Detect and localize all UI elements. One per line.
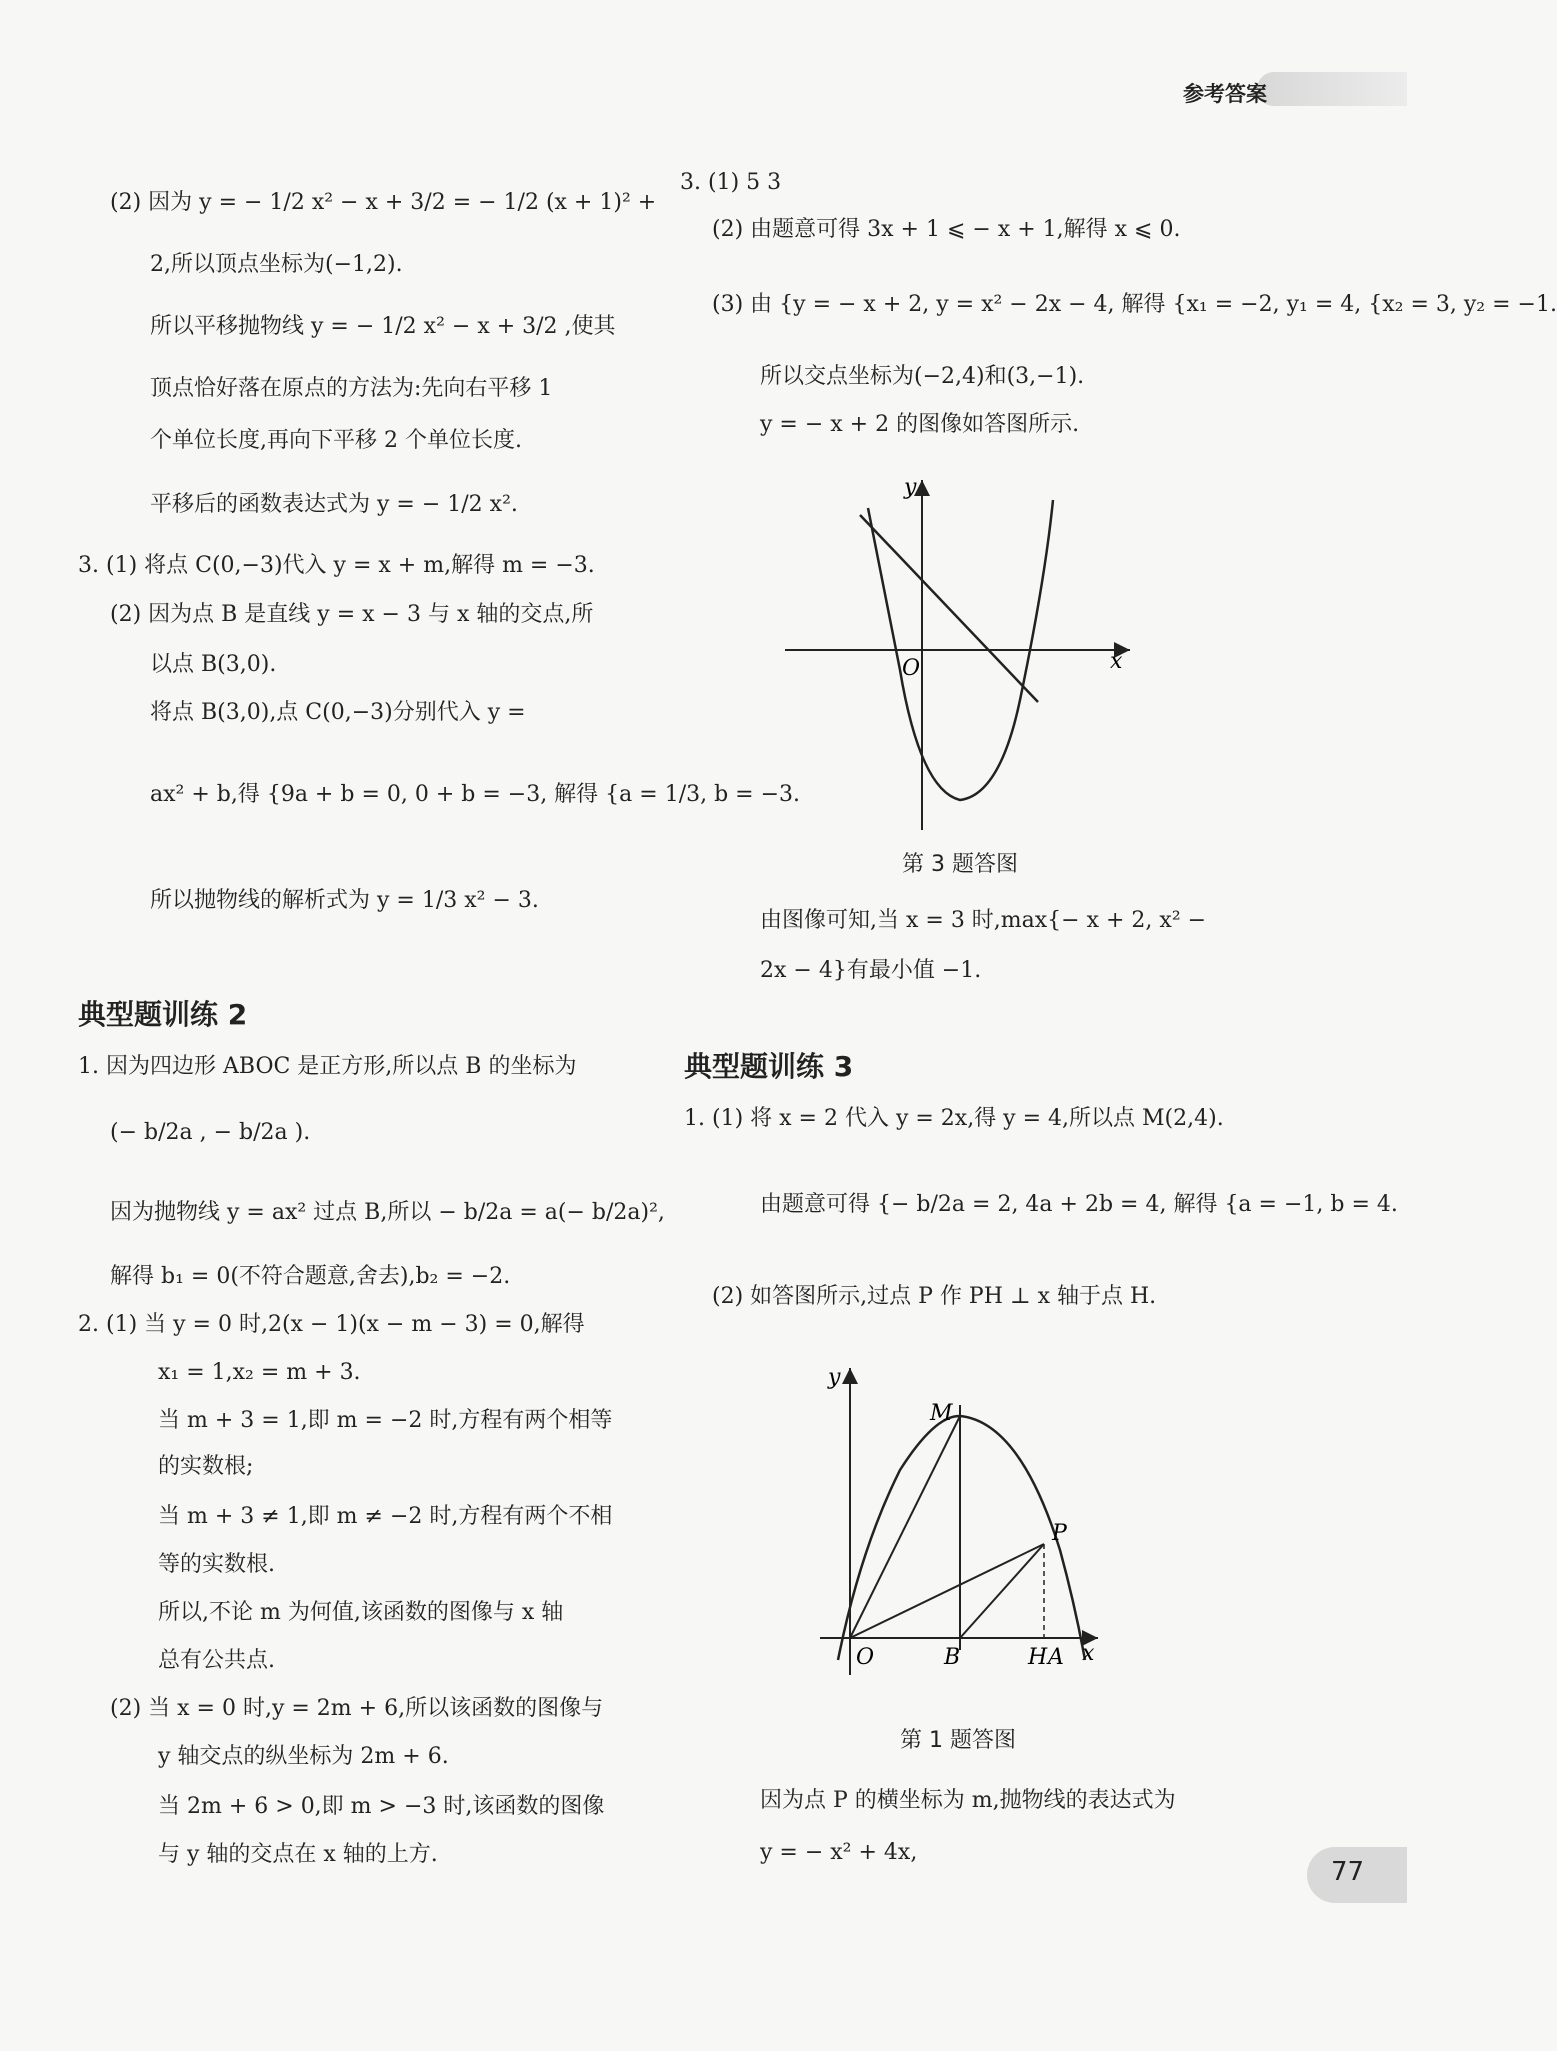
left-line-7: 3. (1) 将点 C(0,−3)代入 y = x + m,解得 m = −3. [78,553,595,578]
label-origin: O [856,1645,875,1670]
s2-line-9: 当 m + 3 ≠ 1,即 m ≠ −2 时,方程有两个不相 [158,1504,613,1529]
left-line-11: ax² + b,得 {9a + b = 0, 0 + b = −3, 解得 {a = 1/3, b = −3. [150,782,801,807]
left-line-12: 所以抛物线的解析式为 y = 1/3 x² − 3. [150,888,539,913]
s2-line-4: 解得 b₁ = 0(不符合题意,舍去),b₂ = −2. [110,1264,511,1289]
left-line-10: 将点 B(3,0),点 C(0,−3)分别代入 y = [150,700,526,725]
s2-line-3: 因为抛物线 y = ax² 过点 B,所以 − b/2a = a(− b/2a)², [110,1200,665,1225]
s2-line-7: 当 m + 3 = 1,即 m = −2 时,方程有两个相等 [158,1408,613,1433]
page-number: 77 [1331,1857,1365,1887]
left-line-6: 平移后的函数表达式为 y = − 1/2 x². [150,492,518,517]
segment-om [850,1416,960,1638]
right-line-2: (2) 由题意可得 3x + 1 ⩽ − x + 1,解得 x ⩽ 0. [712,217,1181,242]
left-line-4: 顶点恰好落在原点的方法为:先向右平移 1 [150,376,553,401]
figure-3-graph [770,470,1130,830]
s2-line-11: 所以,不论 m 为何值,该函数的图像与 x 轴 [158,1600,564,1625]
right-line-3: (3) 由 {y = − x + 2, y = x² − 2x − 4, 解得 {x₁ = −2, y₁ = 4, {x₂ = 3, y₂ = −1. [712,292,1557,317]
segment-bp [960,1544,1044,1638]
section2-heading: 典型题训练 2 [78,998,248,1031]
right-line-4: 所以交点坐标为(−2,4)和(3,−1). [760,364,1085,389]
s2-line-2: (− b/2a , − b/2a ). [110,1120,311,1145]
figure-1-graph [820,1360,1130,1680]
s2-line-1: 1. 因为四边形 ABOC 是正方形,所以点 B 的坐标为 [78,1054,577,1079]
s2-line-5: 2. (1) 当 y = 0 时,2(x − 1)(x − m − 3) = 0,解得 [78,1312,585,1337]
s3-line-1: 1. (1) 将 x = 2 代入 y = 2x,得 y = 4,所以点 M(2,4). [684,1106,1224,1131]
right-line-6: 由图像可知,当 x = 3 时,max{− x + 2, x² − [760,908,1207,933]
s3-line-2: 由题意可得 {− b/2a = 2, 4a + 2b = 4, 解得 {a = −1, b = 4. [760,1192,1398,1217]
figure-3-caption: 第 3 题答图 [902,852,1018,877]
label-p: P [1052,1521,1067,1546]
s2-line-6: x₁ = 1,x₂ = m + 3. [158,1360,361,1385]
label-y: y [904,475,917,500]
right-line-1: 3. (1) 5 3 [680,170,782,195]
left-line-8: (2) 因为点 B 是直线 y = x − 3 与 x 轴的交点,所 [110,602,594,627]
figure-1-caption: 第 1 题答图 [900,1728,1016,1753]
left-line-3: 所以平移抛物线 y = − 1/2 x² − x + 3/2 ,使其 [150,314,616,339]
left-line-1: (2) 因为 y = − 1/2 x² − x + 3/2 = − 1/2 (x + 1)² + [110,190,657,215]
page-number-tab [1307,1847,1407,1903]
header-tag: 参考答案 [1183,82,1267,106]
s2-line-15: 当 2m + 6 > 0,即 m > −3 时,该函数的图像 [158,1794,605,1819]
s2-line-12: 总有公共点. [158,1648,275,1673]
section3-heading: 典型题训练 3 [684,1050,854,1083]
right-line-9: y = − x² + 4x, [760,1840,918,1865]
label-a: A [1048,1645,1064,1670]
right-line-7: 2x − 4}有最小值 −1. [760,958,982,983]
left-line-2: 2,所以顶点坐标为(−1,2). [150,252,403,277]
header-bar [1257,72,1407,106]
label-b: B [944,1645,961,1670]
s2-line-16: 与 y 轴的交点在 x 轴的上方. [158,1842,438,1867]
label-h: H [1028,1645,1048,1670]
s2-line-14: y 轴交点的纵坐标为 2m + 6. [158,1744,449,1769]
s2-line-8: 的实数根; [158,1454,254,1479]
label-y: y [828,1365,841,1390]
s2-line-10: 等的实数根. [158,1552,275,1577]
s3-line-3: (2) 如答图所示,过点 P 作 PH ⊥ x 轴于点 H. [712,1284,1157,1309]
segment-op [850,1544,1044,1638]
label-x: x [1082,1641,1095,1666]
label-x: x [1110,649,1123,674]
s2-line-13: (2) 当 x = 0 时,y = 2m + 6,所以该函数的图像与 [110,1696,604,1721]
label-origin: O [902,656,921,681]
left-line-9: 以点 B(3,0). [150,652,277,677]
left-line-5: 个单位长度,再向下平移 2 个单位长度. [150,428,522,453]
label-m: M [930,1401,953,1426]
right-line-5: y = − x + 2 的图像如答图所示. [760,412,1080,437]
right-line-8: 因为点 P 的横坐标为 m,抛物线的表达式为 [760,1788,1176,1813]
parabola-curve [838,1416,1085,1660]
